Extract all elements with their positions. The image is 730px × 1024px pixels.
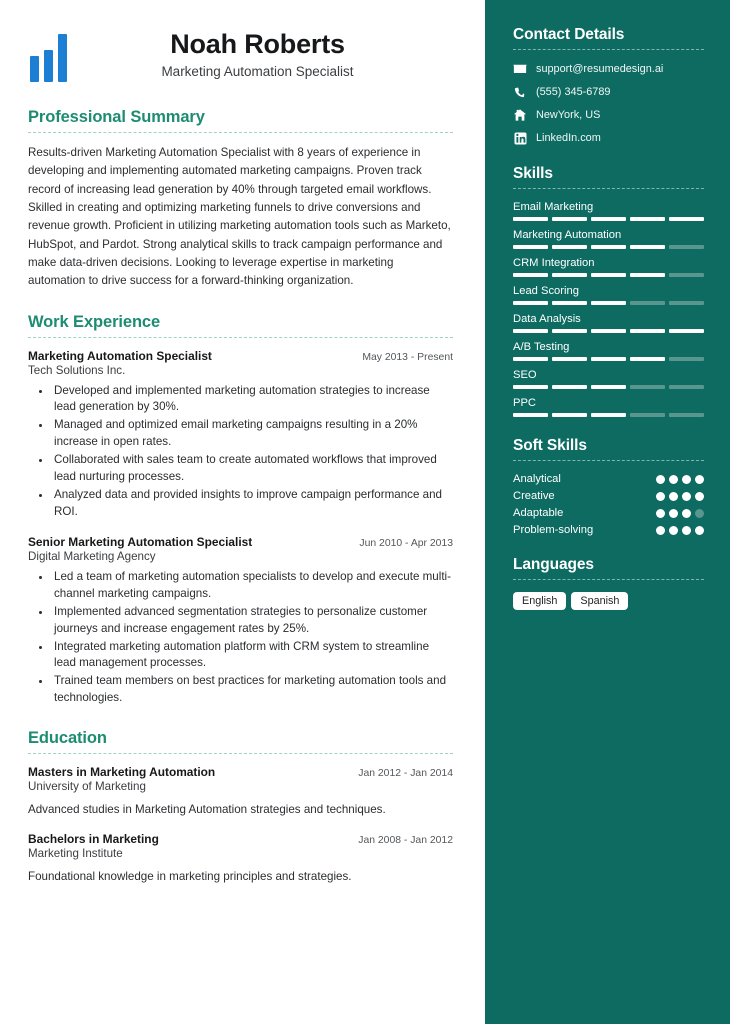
- section-title-languages: Languages: [513, 556, 594, 573]
- contact-row[interactable]: [513, 108, 704, 122]
- candidate-name: Noah Roberts: [170, 28, 345, 59]
- professional-summary-section: [28, 108, 453, 291]
- soft-skill-rating: [656, 526, 704, 535]
- languages-section: [513, 556, 704, 610]
- skill-level-segment: [552, 301, 587, 305]
- skill-level-segment: [669, 273, 704, 277]
- skill-item: [513, 285, 704, 305]
- skill-level-segment: [552, 357, 587, 361]
- skill-level-segment: [630, 329, 665, 333]
- skill-level-segment: [552, 217, 587, 221]
- job-title: Senior Marketing Automation Specialist: [28, 534, 253, 549]
- skill-level-segment: [669, 357, 704, 361]
- rating-dot: [695, 475, 704, 484]
- education-section: [28, 729, 453, 885]
- contact-details-section: [513, 26, 704, 145]
- language-pill: Spanish: [571, 592, 628, 610]
- language-pill: English: [513, 592, 566, 610]
- home-icon: [513, 108, 527, 122]
- section-divider: [513, 579, 704, 580]
- soft-skill-label: Analytical: [513, 473, 561, 485]
- skill-item: [513, 229, 704, 249]
- responsibility-item: • Integrated marketing automation platform with CRM system to streamline lead management processes.: [52, 639, 453, 673]
- skill-level-segment: [591, 413, 626, 417]
- soft-skills-section: [513, 437, 704, 536]
- rating-dot: [695, 509, 704, 518]
- skill-level-segment: [513, 301, 548, 305]
- summary-text: Results-driven Marketing Automation Specialist with 8 years of experience in developing and implementing automated marketing campaigns. Proven track record of increasing lead generation by 40% through targeted email workflows. Skilled in creating and optimizing marketing funnels to drive conversions and revenue growth. Proficient in utilizing marketing automation tools such as Marketo, HubSpot, and Pardot. Strong analytical skills to track campaign performance and make data-driven decisions. Looking to leverage expertise in marketing automation to drive success for a forward-thinking organization.: [28, 146, 451, 288]
- soft-skill-label: Problem-solving: [513, 524, 594, 536]
- section-title-experience: Work Experience: [28, 312, 161, 331]
- section-divider: [28, 132, 453, 133]
- job-date-range: Jun 2010 - Apr 2013: [359, 537, 453, 549]
- skill-level-segment: [552, 385, 587, 389]
- section-title-education: Education: [28, 729, 107, 748]
- contact-row[interactable]: [513, 131, 704, 145]
- rating-dot: [695, 526, 704, 535]
- section-title-skills: Skills: [513, 165, 553, 182]
- section-divider: [513, 49, 704, 50]
- degree-date-range: Jan 2012 - Jan 2014: [358, 768, 453, 780]
- rating-dot: [669, 526, 678, 535]
- skill-level-meter: [513, 301, 704, 305]
- skill-item: [513, 397, 704, 417]
- soft-skill-item: [513, 507, 704, 519]
- degree-description: Foundational knowledge in marketing principles and strategies.: [28, 869, 352, 883]
- rating-dot: [682, 475, 691, 484]
- entry-header: [28, 765, 453, 779]
- responsibility-item: • Collaborated with sales team to create automated workflows that improved lead nurturing processes.: [52, 452, 453, 486]
- skill-label: Email Marketing: [513, 201, 594, 213]
- responsibility-item: • Implemented advanced segmentation strategies to personalize customer journeys and increase engagement rates by 25%.: [52, 604, 453, 638]
- skill-level-segment: [591, 245, 626, 249]
- skill-level-segment: [552, 329, 587, 333]
- contact-value: support@resumedesign.ai: [536, 63, 664, 75]
- skill-level-segment: [552, 273, 587, 277]
- section-divider: [513, 460, 704, 461]
- skill-level-meter: [513, 385, 704, 389]
- candidate-role: Marketing Automation Specialist: [161, 64, 354, 80]
- rating-dot: [656, 509, 665, 518]
- skill-label: Lead Scoring: [513, 285, 579, 297]
- degree-title: Bachelors in Marketing: [28, 831, 159, 846]
- skill-level-meter: [513, 273, 704, 277]
- skill-level-segment: [630, 357, 665, 361]
- language-pill-list: [513, 592, 704, 610]
- skills-list: [513, 201, 704, 417]
- experience-entry: [28, 535, 453, 707]
- rating-dot: [695, 492, 704, 501]
- soft-skill-item: [513, 473, 704, 485]
- degree-description: Advanced studies in Marketing Automation strategies and techniques.: [28, 803, 386, 817]
- school-name: University of Marketing: [28, 780, 146, 794]
- contact-value: NewYork, US: [536, 109, 601, 121]
- skill-item: [513, 313, 704, 333]
- work-experience-section: [28, 313, 453, 708]
- envelope-icon: [513, 62, 527, 76]
- skill-label: CRM Integration: [513, 257, 595, 269]
- contact-list: [513, 62, 704, 145]
- rating-dot: [669, 509, 678, 518]
- skill-level-segment: [513, 385, 548, 389]
- skill-level-segment: [630, 413, 665, 417]
- soft-skill-rating: [656, 492, 704, 501]
- rating-dot: [682, 526, 691, 535]
- skill-level-segment: [591, 273, 626, 277]
- soft-skill-item: [513, 490, 704, 502]
- skill-level-segment: [591, 217, 626, 221]
- contact-value: (555) 345-6789: [536, 86, 611, 98]
- experience-list: [28, 349, 453, 708]
- skill-level-segment: [630, 217, 665, 221]
- degree-date-range: Jan 2008 - Jan 2012: [358, 834, 453, 846]
- contact-row[interactable]: [513, 62, 704, 76]
- responsibility-list: [28, 569, 453, 707]
- section-title-contact: Contact Details: [513, 26, 625, 43]
- skill-level-segment: [669, 245, 704, 249]
- skill-level-segment: [591, 329, 626, 333]
- skill-item: [513, 257, 704, 277]
- skill-label: PPC: [513, 397, 537, 409]
- skill-level-segment: [669, 329, 704, 333]
- responsibility-item: • Trained team members on best practices for marketing automation tools and technologies.: [52, 673, 453, 707]
- skill-item: [513, 201, 704, 221]
- skill-level-segment: [513, 245, 548, 249]
- job-date-range: May 2013 - Present: [362, 351, 453, 363]
- skill-level-segment: [630, 245, 665, 249]
- responsibility-item: • Managed and optimized email marketing campaigns resulting in a 20% increase in open rates.: [52, 417, 453, 451]
- section-divider: [28, 337, 453, 338]
- resume-header: [28, 26, 453, 82]
- skill-level-segment: [591, 385, 626, 389]
- responsibility-list: [28, 383, 453, 521]
- soft-skill-rating: [656, 475, 704, 484]
- bar-chart-logo-icon: [30, 26, 90, 82]
- skill-level-segment: [669, 413, 704, 417]
- skill-label: Marketing Automation: [513, 229, 622, 241]
- entry-header: [28, 349, 453, 363]
- skill-level-segment: [513, 273, 548, 277]
- contact-row[interactable]: [513, 85, 704, 99]
- rating-dot: [669, 475, 678, 484]
- skill-level-segment: [513, 357, 548, 361]
- skill-level-segment: [669, 217, 704, 221]
- soft-skill-rating: [656, 509, 704, 518]
- responsibility-item: • Developed and implemented marketing automation strategies to increase lead generation by 30%.: [52, 383, 453, 417]
- rating-dot: [682, 492, 691, 501]
- rating-dot: [682, 509, 691, 518]
- resume-sidebar: [485, 0, 730, 1024]
- skill-level-segment: [552, 245, 587, 249]
- section-title-soft-skills: Soft Skills: [513, 437, 587, 454]
- employer-name: Tech Solutions Inc.: [28, 363, 126, 377]
- education-list: [28, 765, 453, 885]
- entry-header: [28, 535, 453, 549]
- phone-icon: [513, 85, 527, 99]
- soft-skill-item: [513, 524, 704, 536]
- degree-title: Masters in Marketing Automation: [28, 765, 216, 780]
- rating-dot: [656, 475, 665, 484]
- responsibility-item: • Analyzed data and provided insights to improve campaign performance and ROI.: [52, 487, 453, 521]
- employer-name: Digital Marketing Agency: [28, 549, 156, 563]
- skill-level-segment: [591, 301, 626, 305]
- skill-item: [513, 341, 704, 361]
- name-block: [90, 29, 453, 79]
- skill-level-segment: [513, 217, 548, 221]
- job-title: Marketing Automation Specialist: [28, 348, 212, 363]
- skill-level-meter: [513, 413, 704, 417]
- skill-level-segment: [513, 329, 548, 333]
- skill-item: [513, 369, 704, 389]
- linkedin-icon: [513, 131, 527, 145]
- section-title-summary: Professional Summary: [28, 108, 205, 126]
- entry-header: [28, 832, 453, 846]
- responsibility-item: • Led a team of marketing automation specialists to develop and execute multi-channel marketing campaigns.: [52, 569, 453, 603]
- experience-entry: [28, 349, 453, 521]
- rating-dot: [669, 492, 678, 501]
- rating-dot: [656, 526, 665, 535]
- soft-skill-label: Creative: [513, 490, 555, 502]
- skill-label: Data Analysis: [513, 313, 581, 325]
- skill-level-meter: [513, 329, 704, 333]
- skill-level-segment: [630, 385, 665, 389]
- skill-level-meter: [513, 357, 704, 361]
- section-divider: [513, 188, 704, 189]
- school-name: Marketing Institute: [28, 846, 123, 860]
- skill-label: A/B Testing: [513, 341, 570, 353]
- skill-level-segment: [630, 273, 665, 277]
- skill-level-segment: [669, 301, 704, 305]
- skill-level-meter: [513, 245, 704, 249]
- skill-level-segment: [552, 413, 587, 417]
- section-divider: [28, 753, 453, 754]
- education-entry: [28, 765, 453, 818]
- skill-level-segment: [513, 413, 548, 417]
- skill-level-segment: [669, 385, 704, 389]
- skill-level-meter: [513, 217, 704, 221]
- contact-value: LinkedIn.com: [536, 132, 601, 144]
- skill-label: SEO: [513, 369, 537, 381]
- skill-level-segment: [591, 357, 626, 361]
- soft-skill-label: Adaptable: [513, 507, 564, 519]
- rating-dot: [656, 492, 665, 501]
- education-entry: [28, 832, 453, 885]
- skills-section: [513, 165, 704, 417]
- skill-level-segment: [630, 301, 665, 305]
- soft-skills-list: [513, 473, 704, 536]
